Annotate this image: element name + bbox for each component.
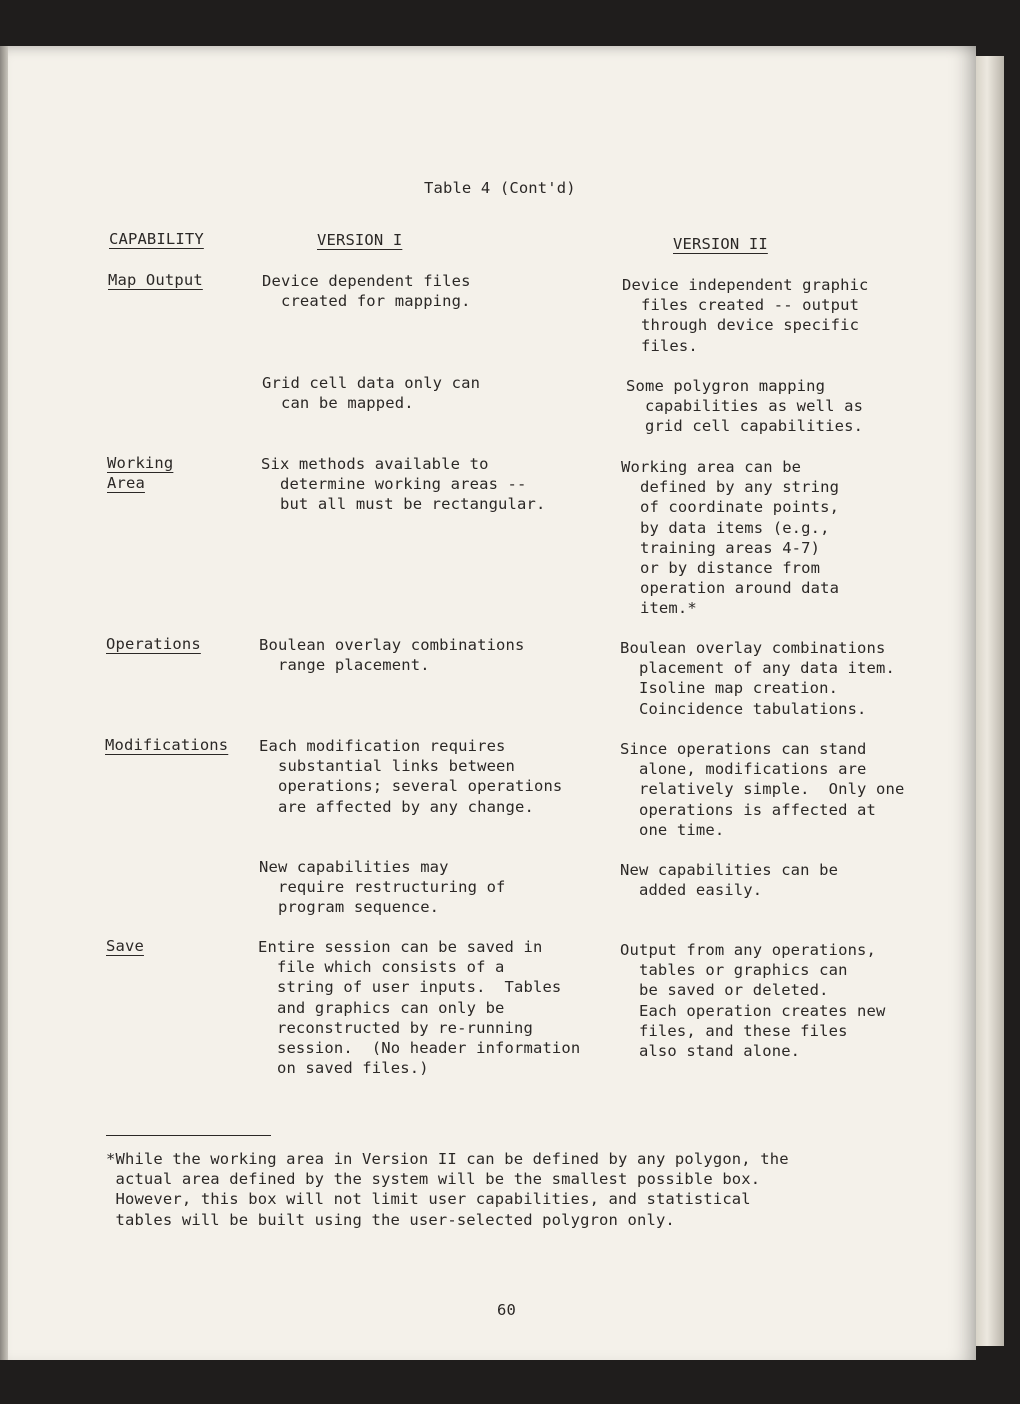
column-header-version2: VERSION II (673, 235, 768, 253)
version1-cell: Each modification requires substantial links between operations; several operations are affected by any change. (259, 737, 563, 816)
version1-cell: Device dependent files created for mapping. (262, 272, 471, 311)
capability-label: Working Area (107, 454, 174, 493)
version2-cell: Since operations can stand alone, modifications are relatively simple. Only one operations is affected at one time. (620, 740, 905, 839)
version1-cell: Grid cell data only can can be mapped. (262, 374, 481, 413)
capability-label: Modifications (105, 736, 229, 754)
page-number: 60 (497, 1301, 516, 1319)
version1-cell: Six methods available to determine working areas -- but all must be rectangular. (261, 455, 546, 514)
column-header-version1: VERSION I (317, 231, 403, 249)
capability-label: Map Output (108, 271, 203, 289)
footnote-rule (106, 1135, 271, 1136)
version1-cell: New capabilities may require restructuring of program sequence. (259, 858, 506, 917)
version2-cell: Device independent graphic files created -- output through device specific files. (622, 276, 869, 355)
capability-label: Save (106, 937, 144, 955)
version2-cell: Boulean overlay combinations placement of any data item. Isoline map creation. Coincidence tabulations. (620, 639, 895, 718)
page-edge (976, 56, 1004, 1346)
version1-cell: Boulean overlay combinations range placement. (259, 636, 525, 675)
column-header-capability: CAPABILITY (109, 230, 204, 248)
version2-cell: New capabilities can be added easily. (620, 861, 839, 900)
table-title: Table 4 (Cont'd) (424, 179, 576, 197)
capability-label: Operations (106, 635, 201, 653)
version2-cell: Output from any operations, tables or graphics can be saved or deleted. Each operation creates new files, and these files also stand alone. (620, 941, 886, 1061)
version1-cell: Entire session can be saved in file which consists of a string of user inputs. Tables and graphics can only be reconstructed by re-running session. (No header information on saved files.) (258, 938, 581, 1078)
version2-cell: Working area can be defined by any string of coordinate points, by data items (e.g., training areas 4-7) or by distance from operation around data item.* (621, 458, 840, 618)
version2-cell: Some polygron mapping capabilities as well as grid cell capabilities. (626, 377, 864, 436)
footnote: *While the working area in Version II can be defined by any polygon, the actual area defined by the system will be the smallest possible box. However, this box will not limit user capabilities, and statistical tables will be built using the user-selected polygron only. (106, 1150, 789, 1229)
